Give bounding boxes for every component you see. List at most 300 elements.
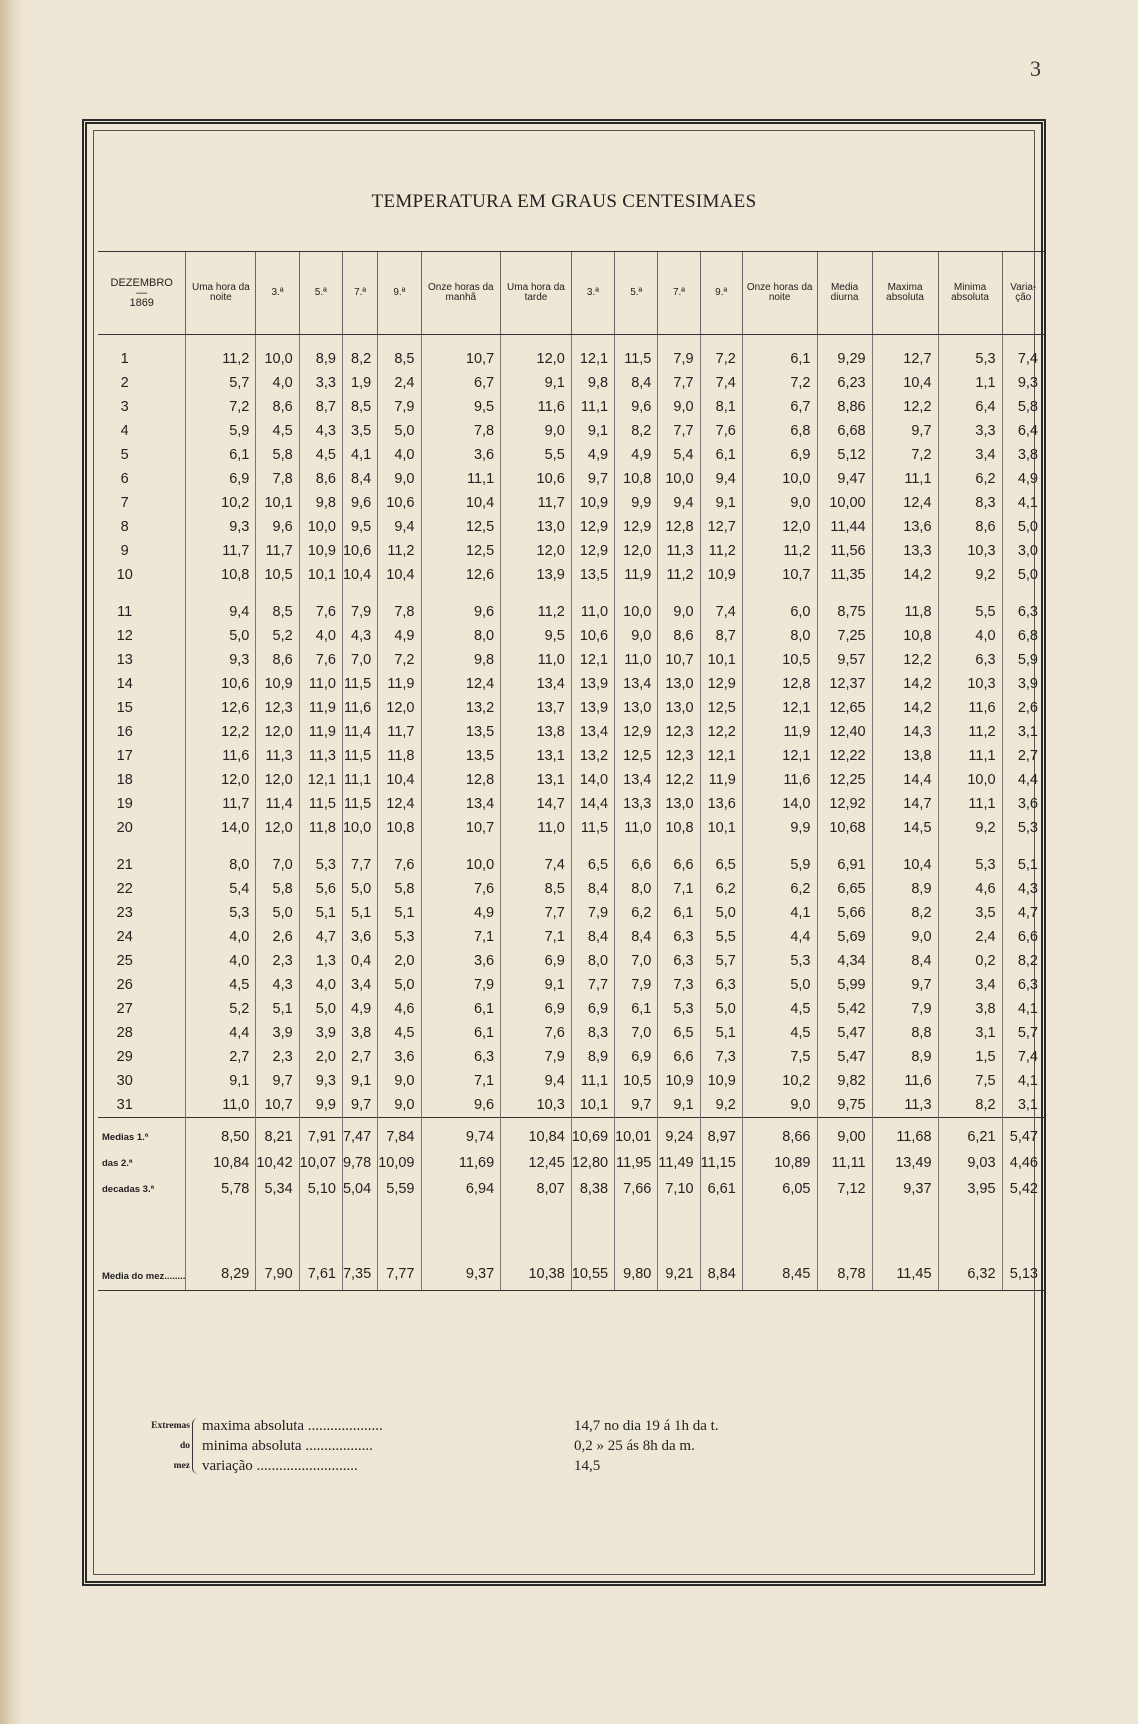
table-cell: 4,0	[299, 624, 342, 648]
table-cell: 9,5	[421, 395, 501, 419]
table-row	[98, 395, 1044, 419]
table-cell: 14,7	[872, 792, 938, 816]
decade-gap	[98, 587, 1044, 600]
table-cell: 2,6	[256, 925, 299, 949]
table-cell: 8,8	[872, 1021, 938, 1045]
table-cell: 4,1	[1002, 1069, 1044, 1093]
table-cell: 9,37	[421, 1236, 501, 1291]
table-cell: 10,1	[571, 1093, 614, 1118]
table-cell: 10,6	[571, 624, 614, 648]
row-label: 26	[116, 977, 133, 993]
table-cell: 3,5	[342, 419, 377, 443]
table-cell: 3,4	[342, 973, 377, 997]
table-cell: 9,3	[299, 1069, 342, 1093]
table-cell: 9,4	[658, 491, 700, 515]
table-cell: 10,0	[342, 816, 377, 840]
table-cell: 13,5	[571, 563, 614, 587]
table-cell: 8,4	[615, 925, 658, 949]
table-cell: 4,1	[342, 443, 377, 467]
table-cell: 6,3	[658, 949, 700, 973]
table-cell: 11,68	[872, 1124, 938, 1150]
table-cell: 11,2	[938, 720, 1002, 744]
table-cell: 11,1	[938, 744, 1002, 768]
table-cell: 7,1	[421, 925, 501, 949]
table-cell: 5,47	[817, 1021, 872, 1045]
table-cell: 8,97	[700, 1124, 742, 1150]
table-cell: 11,56	[817, 539, 872, 563]
table-cell: 5,1	[342, 901, 377, 925]
table-cell: 11,2	[700, 539, 742, 563]
table-cell: 1,1	[938, 371, 1002, 395]
decade-gap	[98, 840, 1044, 853]
table-cell: 9,8	[299, 491, 342, 515]
table-cell: 7,1	[501, 925, 572, 949]
table-cell: 6,65	[817, 877, 872, 901]
table-cell: 7,2	[186, 395, 256, 419]
table-cell: 8,7	[299, 395, 342, 419]
table-cell: 11,2	[742, 539, 817, 563]
table-cell: 11,15	[700, 1150, 742, 1176]
table-cell: 4,9	[342, 997, 377, 1021]
table-cell: 7,10	[658, 1176, 700, 1202]
table-row	[98, 973, 1044, 997]
table-cell: 7,47	[342, 1124, 377, 1150]
table-cell: 13,0	[658, 792, 700, 816]
table-cell: 11,49	[658, 1150, 700, 1176]
table-cell: 10,0	[658, 467, 700, 491]
table-cell: 11,9	[299, 696, 342, 720]
table-cell: 10,9	[571, 491, 614, 515]
table-cell: 7,1	[421, 1069, 501, 1093]
table-cell: 11,2	[501, 600, 572, 624]
table-cell: 12,9	[700, 672, 742, 696]
extremes-label: Extremas do mez	[151, 1421, 190, 1471]
table-cell: 12,37	[817, 672, 872, 696]
table-cell: 11,2	[658, 563, 700, 587]
table-cell: 2,4	[378, 371, 421, 395]
table-cell: 10,9	[658, 1069, 700, 1093]
table-cell: 9,7	[872, 973, 938, 997]
table-cell: 8,7	[700, 624, 742, 648]
table-body	[98, 335, 1044, 1291]
table-cell: 13,9	[571, 696, 614, 720]
table-row	[98, 744, 1044, 768]
table-cell: 4,0	[186, 925, 256, 949]
table-cell: 11,8	[299, 816, 342, 840]
table-cell: 8,1	[700, 395, 742, 419]
extreme-name: minima absoluta ..................	[202, 1438, 373, 1454]
table-cell: 6,5	[571, 853, 614, 877]
table-cell: 9,9	[742, 816, 817, 840]
table-cell: 10,5	[256, 563, 299, 587]
table-cell: 14,2	[872, 696, 938, 720]
table-cell: 5,3	[186, 901, 256, 925]
table-cell: 6,6	[658, 853, 700, 877]
table-cell: 14,0	[571, 768, 614, 792]
table-row	[98, 901, 1044, 925]
table-cell: 7,8	[421, 419, 501, 443]
table-cell: 5,4	[186, 877, 256, 901]
month-mean-row	[98, 1236, 1044, 1291]
table-cell: 12,8	[421, 768, 501, 792]
table-cell: 6,2	[742, 877, 817, 901]
table-row	[98, 515, 1044, 539]
table-cell: 5,47	[1002, 1124, 1044, 1150]
table-row	[98, 624, 1044, 648]
table-cell: 12,5	[421, 539, 501, 563]
column-header: 5.ª	[299, 252, 342, 335]
table-cell: 10,38	[501, 1236, 572, 1291]
table-row	[98, 1021, 1044, 1045]
table-cell: 8,6	[938, 515, 1002, 539]
table-cell: 5,1	[700, 1021, 742, 1045]
table-cell: 11,1	[342, 768, 377, 792]
table-row	[98, 877, 1044, 901]
table-cell: 6,8	[1002, 624, 1044, 648]
table-cell: 11,7	[186, 539, 256, 563]
table-cell: 6,3	[700, 973, 742, 997]
table-cell: 9,6	[256, 515, 299, 539]
table-cell: 4,4	[1002, 768, 1044, 792]
table-cell: 12,5	[615, 744, 658, 768]
table-cell: 3,3	[299, 371, 342, 395]
table-cell: 5,0	[742, 973, 817, 997]
row-label: decadas 3.ª	[102, 1183, 155, 1195]
row-label: 7	[120, 495, 129, 511]
table-cell: 6,91	[817, 853, 872, 877]
table-cell: 5,4	[658, 443, 700, 467]
table-cell: 9,2	[938, 563, 1002, 587]
table-cell: 9,1	[571, 419, 614, 443]
row-label: 10	[116, 567, 133, 583]
table-cell: 12,45	[501, 1150, 572, 1176]
table-cell: 11,4	[256, 792, 299, 816]
table-cell: 7,6	[501, 1021, 572, 1045]
table-cell: 11,7	[186, 792, 256, 816]
table-cell: 5,12	[817, 443, 872, 467]
column-header: Uma hora da noite	[186, 252, 256, 335]
table-cell: 14,5	[872, 816, 938, 840]
row-label: 27	[116, 1001, 133, 1017]
table-cell: 12,0	[186, 768, 256, 792]
month-dash: —	[136, 287, 148, 299]
table-cell: 9,0	[742, 491, 817, 515]
table-cell: 7,1	[658, 877, 700, 901]
table-cell: 4,1	[1002, 491, 1044, 515]
table-row	[98, 443, 1044, 467]
table-row	[98, 1045, 1044, 1069]
row-label: 2	[120, 375, 129, 391]
table-cell: 8,45	[742, 1236, 817, 1291]
table-cell: 4,6	[378, 997, 421, 1021]
table-cell: 13,9	[571, 672, 614, 696]
table-cell: 6,5	[658, 1021, 700, 1045]
table-cell: 5,8	[1002, 395, 1044, 419]
table-cell: 13,4	[421, 792, 501, 816]
table-cell: 11,8	[378, 744, 421, 768]
table-cell: 6,1	[615, 997, 658, 1021]
table-row	[98, 925, 1044, 949]
table-cell: 9,1	[501, 973, 572, 997]
table-cell: 14,3	[872, 720, 938, 744]
table-cell: 6,23	[817, 371, 872, 395]
row-label: 14	[116, 676, 133, 692]
row-label: Medias 1.ª	[102, 1131, 149, 1143]
table-cell: 10,8	[615, 467, 658, 491]
table-cell: 7,25	[817, 624, 872, 648]
table-cell: 14,2	[872, 672, 938, 696]
table-cell: 9,2	[700, 1093, 742, 1118]
table-cell: 4,1	[1002, 997, 1044, 1021]
table-cell: 11,1	[571, 395, 614, 419]
table-cell: 4,4	[742, 925, 817, 949]
table-cell: 11,5	[342, 672, 377, 696]
table-cell: 8,78	[817, 1236, 872, 1291]
table-cell: 8,4	[872, 949, 938, 973]
table-cell: 6,3	[421, 1045, 501, 1069]
table-cell: 10,4	[872, 853, 938, 877]
table-cell: 8,6	[256, 648, 299, 672]
table-cell: 3,3	[938, 419, 1002, 443]
table-cell: 10,9	[700, 1069, 742, 1093]
table-cell: 9,1	[186, 1069, 256, 1093]
row-label: 25	[116, 953, 133, 969]
table-cell: 8,86	[817, 395, 872, 419]
table-cell: 9,80	[615, 1236, 658, 1291]
table-cell: 10,0	[256, 335, 299, 372]
table-cell: 6,05	[742, 1176, 817, 1202]
table-cell: 5,3	[938, 853, 1002, 877]
table-cell: 9,24	[658, 1124, 700, 1150]
table-cell: 5,2	[186, 997, 256, 1021]
table-cell: 8,0	[742, 624, 817, 648]
table-cell: 6,3	[1002, 600, 1044, 624]
table-cell: 10,0	[938, 768, 1002, 792]
table-cell: 6,68	[817, 419, 872, 443]
extreme-value: 0,2 » 25 ás 8h da m.	[574, 1438, 695, 1454]
table-cell: 10,4	[421, 491, 501, 515]
table-row	[98, 467, 1044, 491]
row-label: 1	[120, 351, 129, 367]
decade-mean-row	[98, 1150, 1044, 1176]
table-cell: 5,3	[1002, 816, 1044, 840]
table-cell: 6,6	[1002, 925, 1044, 949]
table-cell: 10,0	[742, 467, 817, 491]
table-cell: 1,9	[342, 371, 377, 395]
table-cell: 12,65	[817, 696, 872, 720]
table-cell: 7,9	[571, 901, 614, 925]
table-cell: 7,4	[700, 371, 742, 395]
table-cell: 7,6	[378, 853, 421, 877]
row-label: 5	[120, 447, 129, 463]
table-row	[98, 816, 1044, 840]
column-header: Onze horas da noite	[742, 252, 817, 335]
table-cell: 2,7	[342, 1045, 377, 1069]
table-cell: 7,35	[342, 1236, 377, 1291]
row-label: 29	[116, 1049, 133, 1065]
table-cell: 9,21	[658, 1236, 700, 1291]
table-cell: 10,2	[742, 1069, 817, 1093]
table-cell: 10,84	[186, 1150, 256, 1176]
table-cell: 13,8	[501, 720, 572, 744]
table-cell: 3,9	[256, 1021, 299, 1045]
table-cell: 4,46	[1002, 1150, 1044, 1176]
table-cell: 6,4	[938, 395, 1002, 419]
column-header: 7.ª	[342, 252, 377, 335]
table-cell: 5,8	[256, 877, 299, 901]
table-cell: 2,7	[1002, 744, 1044, 768]
table-cell: 0,2	[938, 949, 1002, 973]
table-cell: 0,4	[342, 949, 377, 973]
table-cell: 8,9	[872, 877, 938, 901]
table-cell: 10,8	[658, 816, 700, 840]
table-cell: 5,34	[256, 1176, 299, 1202]
table-cell: 6,7	[742, 395, 817, 419]
table-cell: 5,1	[1002, 853, 1044, 877]
table-cell: 9,6	[342, 491, 377, 515]
row-label: 21	[116, 857, 133, 873]
table-cell: 6,2	[615, 901, 658, 925]
table-cell: 9,0	[658, 395, 700, 419]
table-cell: 3,9	[299, 1021, 342, 1045]
table-cell: 9,0	[378, 1093, 421, 1118]
table-cell: 8,21	[256, 1124, 299, 1150]
table-cell: 7,6	[299, 600, 342, 624]
table-row	[98, 491, 1044, 515]
table-cell: 8,50	[186, 1124, 256, 1150]
table-cell: 13,7	[501, 696, 572, 720]
table-cell: 11,44	[817, 515, 872, 539]
table-cell: 5,8	[378, 877, 421, 901]
row-label: 19	[116, 796, 133, 812]
table-cell: 7,2	[700, 335, 742, 372]
table-cell: 4,9	[1002, 467, 1044, 491]
row-label: 20	[116, 820, 133, 836]
table-cell: 12,4	[421, 672, 501, 696]
table-cell: 5,5	[501, 443, 572, 467]
table-cell: 3,6	[378, 1045, 421, 1069]
table-cell: 10,1	[700, 648, 742, 672]
column-header: Uma hora da tarde	[501, 252, 572, 335]
table-cell: 13,49	[872, 1150, 938, 1176]
table-cell: 13,2	[571, 744, 614, 768]
table-cell: 13,1	[501, 744, 572, 768]
table-cell: 12,0	[256, 816, 299, 840]
table-cell: 9,4	[378, 515, 421, 539]
table-cell: 11,1	[421, 467, 501, 491]
table-cell: 6,7	[421, 371, 501, 395]
table-cell: 10,0	[615, 600, 658, 624]
table-cell: 8,07	[501, 1176, 572, 1202]
table-cell: 11,9	[378, 672, 421, 696]
column-header: 9.ª	[700, 252, 742, 335]
row-label: 23	[116, 905, 133, 921]
table-title: TEMPERATURA EM GRAUS CENTESIMAES	[371, 191, 757, 212]
table-cell: 10,8	[872, 624, 938, 648]
table-cell: 11,35	[817, 563, 872, 587]
table-cell: 6,0	[742, 600, 817, 624]
table-cell: 7,2	[378, 648, 421, 672]
table-cell: 5,8	[256, 443, 299, 467]
table-cell: 12,5	[421, 515, 501, 539]
table-row	[98, 648, 1044, 672]
table-cell: 10,4	[378, 563, 421, 587]
table-cell: 8,4	[571, 877, 614, 901]
table-cell: 14,7	[501, 792, 572, 816]
table-cell: 12,2	[872, 648, 938, 672]
table-cell: 12,9	[615, 515, 658, 539]
table-cell: 11,3	[256, 744, 299, 768]
table-cell: 11,11	[817, 1150, 872, 1176]
table-cell: 2,3	[256, 1045, 299, 1069]
table-cell: 5,3	[658, 997, 700, 1021]
row-label: 28	[116, 1025, 133, 1041]
table-cell: 7,7	[342, 853, 377, 877]
table-cell: 7,4	[700, 600, 742, 624]
table-cell: 5,0	[700, 901, 742, 925]
table-cell: 9,8	[571, 371, 614, 395]
table-cell: 9,4	[501, 1069, 572, 1093]
table-cell: 3,0	[1002, 539, 1044, 563]
table-cell: 8,5	[501, 877, 572, 901]
table-cell: 12,25	[817, 768, 872, 792]
table-cell: 8,3	[938, 491, 1002, 515]
table-cell: 5,7	[186, 371, 256, 395]
table-cell: 8,75	[817, 600, 872, 624]
column-header: 3.ª	[256, 252, 299, 335]
table-cell: 9,6	[421, 600, 501, 624]
column-header: 3.ª	[571, 252, 614, 335]
table-cell: 10,0	[299, 515, 342, 539]
table-cell: 8,0	[615, 877, 658, 901]
table-cell: 2,0	[299, 1045, 342, 1069]
table-cell: 14,4	[872, 768, 938, 792]
table-cell: 5,0	[256, 901, 299, 925]
table-cell: 5,0	[186, 624, 256, 648]
table-cell: 11,5	[571, 816, 614, 840]
table-cell: 3,95	[938, 1176, 1002, 1202]
table-cell: 8,2	[872, 901, 938, 925]
table-cell: 10,8	[378, 816, 421, 840]
table-cell: 12,2	[700, 720, 742, 744]
table-cell: 6,2	[700, 877, 742, 901]
column-header: Maxima absoluta	[872, 252, 938, 335]
table-cell: 12,92	[817, 792, 872, 816]
table-cell: 9,1	[700, 491, 742, 515]
table-cell: 9,03	[938, 1150, 1002, 1176]
table-cell: 4,5	[256, 419, 299, 443]
table-cell: 5,2	[256, 624, 299, 648]
table-cell: 6,1	[742, 335, 817, 372]
table-cell: 10,1	[700, 816, 742, 840]
table-cell: 11,6	[742, 768, 817, 792]
table-cell: 13,9	[501, 563, 572, 587]
table-cell: 4,1	[742, 901, 817, 925]
table-cell: 6,21	[938, 1124, 1002, 1150]
table-cell: 4,3	[342, 624, 377, 648]
table-cell: 10,84	[501, 1124, 572, 1150]
table-cell: 11,3	[658, 539, 700, 563]
table-cell: 7,2	[742, 371, 817, 395]
table-cell: 11,7	[256, 539, 299, 563]
table-cell: 11,0	[501, 648, 572, 672]
table-cell: 4,9	[571, 443, 614, 467]
table-cell: 12,1	[571, 648, 614, 672]
table-cell: 4,5	[742, 1021, 817, 1045]
table-cell: 4,0	[256, 371, 299, 395]
table-cell: 6,6	[658, 1045, 700, 1069]
table-cell: 7,66	[615, 1176, 658, 1202]
